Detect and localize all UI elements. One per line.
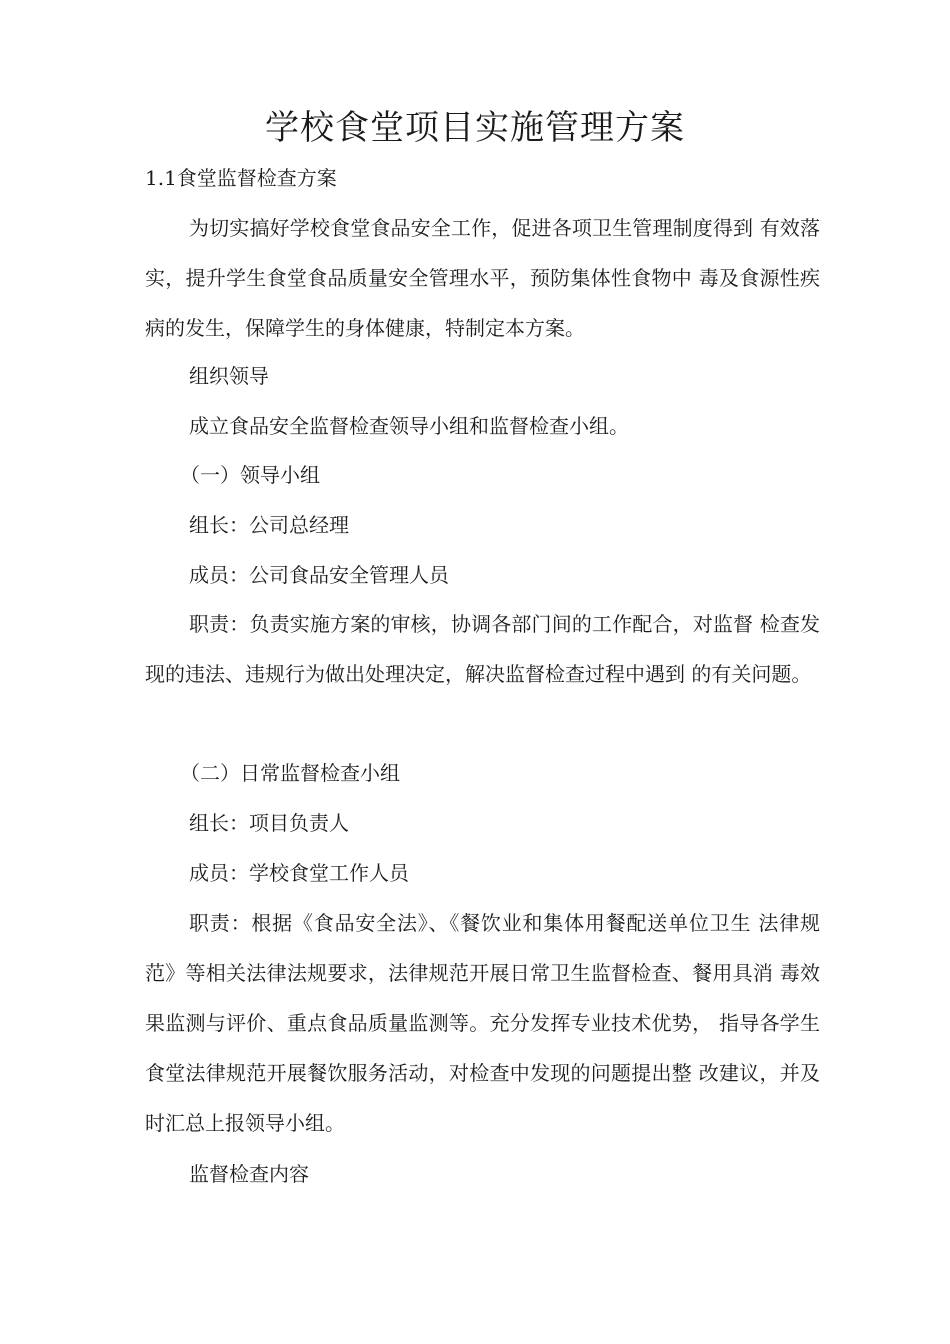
group2-members: 成员：学校食堂工作人员 xyxy=(189,861,409,885)
group1-members: 成员：公司食品安全管理人员 xyxy=(189,563,449,587)
group1-heading: （一）领导小组 xyxy=(180,463,320,487)
section-heading: 1.1食堂监督检查方案 xyxy=(145,166,337,190)
document-title: 学校食堂项目实施管理方案 xyxy=(265,108,685,148)
intro-paragraph: 为切实搞好学校食堂食品安全工作，促进各项卫生管理制度得到 有效落实，提升学生食堂食品质量安全管理水平，预防集体性食物中 毒及食源性疾病的发生，保障学生的身体健康，特制定本方案。 xyxy=(145,216,820,340)
org-intro: 成立食品安全监督检查领导小组和监督检查小组。 xyxy=(189,414,629,438)
org-heading: 组织领导 xyxy=(189,364,269,388)
group2-leader: 组长：项目负责人 xyxy=(189,811,349,835)
group2-duty: 职责：根据《食品安全法》、《餐饮业和集体用餐配送单位卫生 法律规范》等相关法律法规要求，法律规范开展日常卫生监督检查、餐用具消 毒效果监测与评价、重点食品质量监测等。充分发挥专业技术优势， 指导各学生食堂法律规范开展餐饮服务活动，对检查中发现的问题提出整 改建议，并及时汇总上报领导小组。 xyxy=(145,911,820,1135)
group2-heading: （二）日常监督检查小组 xyxy=(180,761,400,785)
inspection-heading: 监督检查内容 xyxy=(189,1162,309,1186)
group1-duty: 职责：负责实施方案的审核，协调各部门间的工作配合，对监督 检查发现的违法、违规行为做出处理决定，解决监督检查过程中遇到 的有关问题。 xyxy=(145,612,820,686)
group1-leader: 组长：公司总经理 xyxy=(189,513,349,537)
